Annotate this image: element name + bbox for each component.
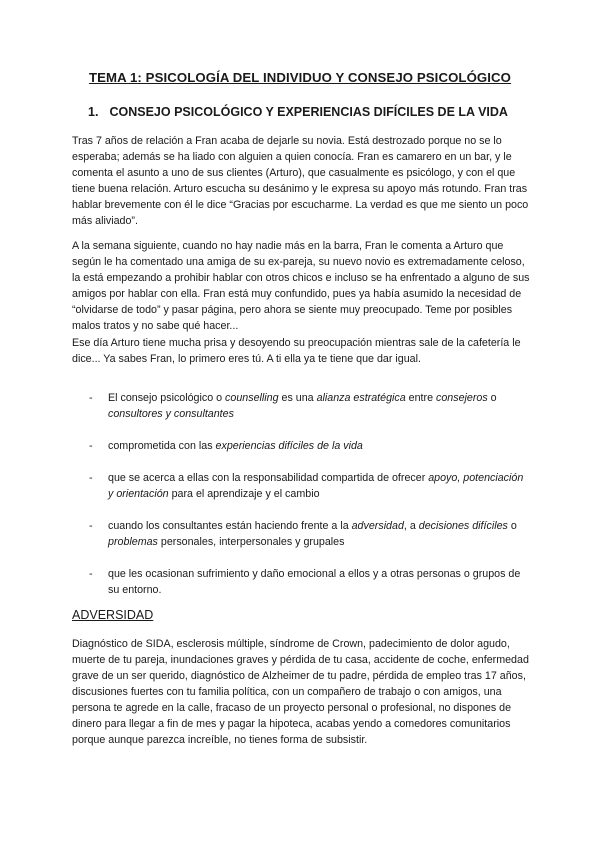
emphasis-text: alianza estratégica (316, 392, 406, 404)
list-item-text: que se acerca a ellas con la responsabilidad compartida de ofrecer (108, 472, 429, 484)
list-item (72, 518, 530, 550)
section-heading-text: CONSEJO PSICOLÓGICO Y EXPERIENCIAS DIFÍCILES DE LA VIDA (109, 105, 508, 119)
document-title: TEMA 1: PSICOLOGÍA DEL INDIVIDUO Y CONSEJO PSICOLÓGICO (88, 70, 512, 85)
emphasis-text: problemas (108, 536, 158, 548)
emphasis-text: apoyo, potenciación y orientación (108, 472, 524, 500)
list-item-text: que les ocasionan sufrimiento y daño emocional a ellos y a otras personas o grupos de su entorno. (108, 568, 521, 596)
emphasis-text: decisiones difíciles (418, 520, 508, 532)
list-item-text: entre (405, 392, 436, 404)
list-item (72, 438, 530, 454)
list-item (72, 470, 530, 502)
list-item-text: cuando los consultantes están haciendo frente a la (108, 520, 352, 532)
definition-list (72, 390, 530, 614)
adversidad-paragraph: Diagnóstico de SIDA, esclerosis múltiple, síndrome de Crown, padecimiento de dolor agudo, muerte de tu pareja, inundaciones graves y pérdida de tu casa, accidente de coche, enfermedad grave de un ser querido, diagnóstico de Alzheimer de tu padre, pérdida de empleo tras 17 años, discusiones fuertes con tu familia política, con un compañero de trabajo o con amigos, una persona te agrede en la calle, fracaso de un proyecto personal o profesional, no dispones de dinero para llegar a fin de mes y pagar la hipoteca, acabas yendo a comedores comunitarios porque aunque parezca increíble, no tienes forma de subsistir. (72, 638, 529, 746)
list-item-text: personales, interpersonales y grupales (157, 536, 345, 548)
list-item (72, 390, 530, 422)
list-item-text: El consejo psicológico o (108, 392, 226, 404)
list-item (72, 566, 530, 598)
list-item-text: o (507, 520, 517, 532)
list-item-text: comprometida con las (108, 440, 216, 452)
list-item-text: o (487, 392, 497, 404)
emphasis-text: adversidad (351, 520, 404, 532)
emphasis-text: consejeros (436, 392, 488, 404)
section-heading (88, 105, 508, 119)
emphasis-text: counselling (225, 392, 279, 404)
section-number: 1. (88, 105, 99, 119)
paragraph: Ese día Arturo tiene mucha prisa y desoyendo su preocupación mientras sale de la cafetería le dice... Ya sabes Fran, lo primero eres tú. A ti ella ya te tiene que dar igual. (72, 337, 521, 365)
emphasis-text: consultores y consultantes (108, 408, 234, 420)
list-item-text: es una (278, 392, 317, 404)
list-item-text: , a (403, 520, 419, 532)
paragraph: A la semana siguiente, cuando no hay nadie más en la barra, Fran le comenta a Arturo que según le ha comentado una amiga de su ex-pareja, su nuevo novio es extremadamente celoso, la está empezando a prohibir hablar con otros chicos e incluso se ha enfrentado a alguno de sus amigos por hablar con ella. Fran está muy confundido, pues ya había asumido la necesidad de “olvidarse de todo” y pasar página, pero ahora se siente muy preocupado. Teme por posibles malos tratos y no sabe qué hacer... (72, 240, 530, 332)
adversidad-heading: ADVERSIDAD (72, 608, 154, 622)
emphasis-text: experiencias difíciles de la vida (215, 440, 363, 452)
paragraph: Tras 7 años de relación a Fran acaba de dejarle su novia. Está destrozado porque no se lo esperaba; además se ha liado con alguien a quien conocía. Fran es camarero en un bar, y le comenta el asunto a uno de sus clientes (Arturo), que casualmente es psicólogo, y con el que tiene buena relación. Arturo escucha su desánimo y le expresa su apoyo más rotundo. Fran tras hablar brevemente con él le dice “Gracias por escucharme. La verdad es que me siento un poco más aliviado”. (72, 135, 529, 227)
list-item-text: para el aprendizaje y el cambio (168, 488, 320, 500)
